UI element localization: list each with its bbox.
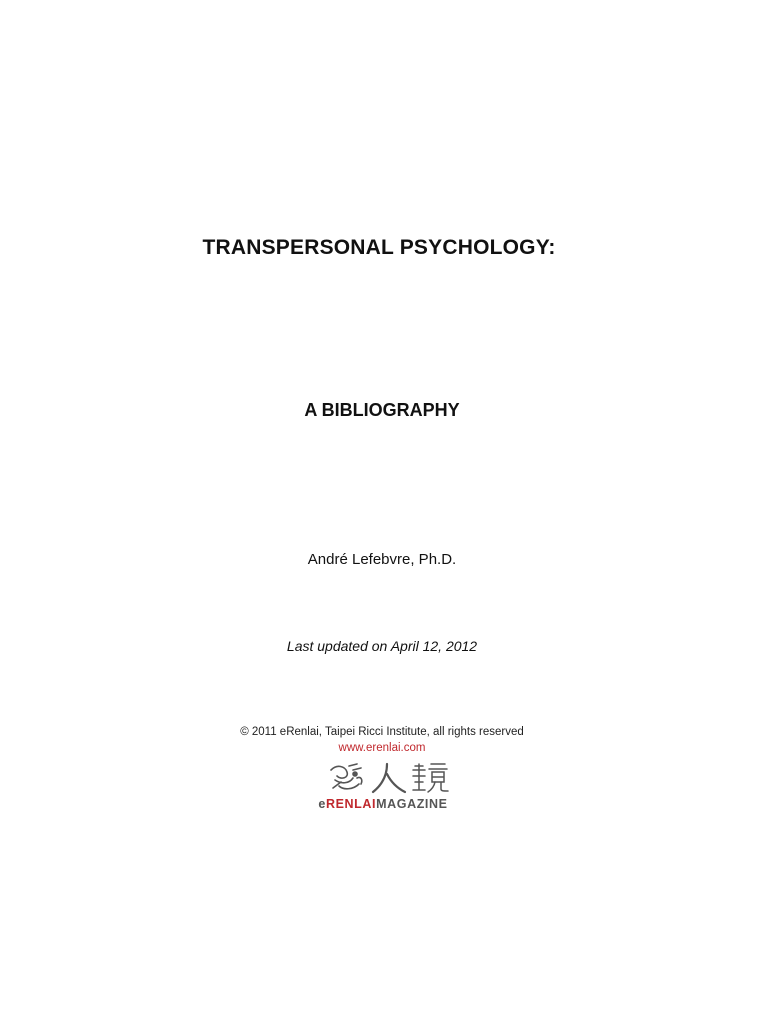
- logo-text-brand: RENLAI: [325, 797, 377, 811]
- copyright-notice: © 2011 eRenlai, Taipei Ricci Institute, all rights reserved: [240, 726, 524, 738]
- last-updated-date: Last updated on April 12, 2012: [286, 638, 478, 654]
- erenlai-calligraphy-logo-icon: [327, 760, 451, 794]
- erenlai-magazine-logo-text: [0, 797, 767, 811]
- logo-text-suffix: MAGAZINE: [376, 797, 448, 811]
- author-name: André Lefebvre, Ph.D.: [307, 551, 457, 568]
- logo-text-prefix: e: [318, 797, 326, 811]
- document-subtitle: A BIBLIOGRAPHY: [304, 400, 460, 420]
- website-link[interactable]: www.erenlai.com: [338, 742, 426, 754]
- document-title: TRANSPERSONAL PSYCHOLOGY:: [202, 236, 556, 259]
